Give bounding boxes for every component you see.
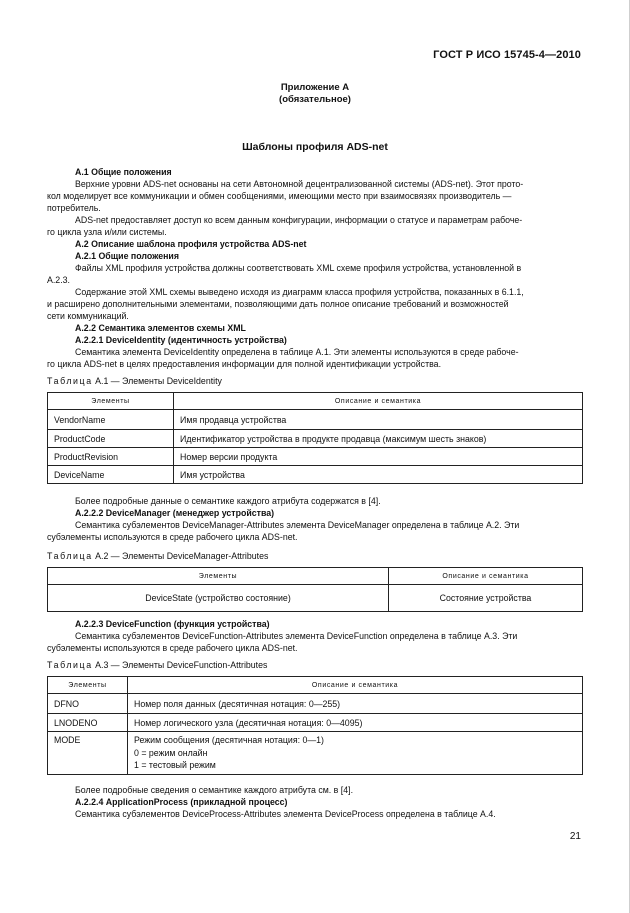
table3-cell-desc: Номер логического узла (десятичная нотация: 0—4095) — [128, 714, 583, 732]
table-row — [48, 694, 583, 714]
table3-cell-name: LNODENO — [48, 714, 128, 732]
table1-header-row — [48, 393, 583, 410]
a1-p2-line2: го цикла узла и/или системы. — [47, 227, 167, 237]
a21-p2-line3: сети коммуникаций. — [47, 311, 129, 321]
a1-heading: А.1 Общие положения — [75, 167, 172, 177]
a222-heading: А.2.2.2 DeviceManager (менеджер устройства) — [75, 508, 275, 518]
table1-cell: ProductRevision — [48, 448, 174, 466]
table2-cell: Состояние устройства — [389, 585, 583, 612]
table2-caption-word: Таблица — [47, 551, 93, 561]
table3-header-description: Описание и семантика — [128, 677, 583, 694]
table3-caption-word: Таблица — [47, 660, 93, 670]
table2-header-row — [48, 568, 583, 585]
a224-p: Семантика субэлементов DeviceProcess-Attributes элемента DeviceProcess определена в таблице А.4. — [75, 809, 496, 819]
a21-heading: А.2.1 Общие положения — [75, 251, 179, 261]
after-table1-note: Более подробные данные о семантике каждого атрибута содержатся в [4]. — [75, 496, 381, 506]
table2-caption-rest: А.2 — Элементы DeviceManager-Attributes — [95, 551, 269, 561]
a1-p1-line3: потребитель. — [47, 203, 101, 213]
a223-p-line2: субэлементы используются в среде рабочего цикла ADS-net. — [47, 643, 298, 653]
table1-caption-rest: А.1 — Элементы DeviceIdentity — [95, 376, 222, 386]
table-row — [48, 466, 583, 484]
table-row — [48, 585, 583, 612]
a221-heading: А.2.2.1 DeviceIdentity (идентичность устройства) — [75, 335, 287, 345]
a223-p-line1: Семантика субэлементов DeviceFunction-Attributes элемента DeviceFunction определена в таблице А.3. Эти — [75, 631, 518, 641]
table3-caption-rest: А.3 — Элементы DeviceFunction-Attributes — [95, 660, 268, 670]
section-title: Шаблоны профиля ADS-net — [242, 141, 388, 153]
table1-caption — [47, 376, 222, 386]
table3-desc-line: 1 = тестовый режим — [134, 760, 216, 770]
a21-p1-line1: Файлы XML профиля устройства должны соответствовать XML схеме профиля устройства, установленной в — [75, 263, 522, 273]
table1-cell: Имя продавца устройства — [174, 410, 583, 430]
table1 — [47, 392, 583, 484]
table3-cell-name: DFNO — [48, 694, 128, 714]
annex-title: Приложение А — [280, 82, 350, 93]
table2-header-elements: Элементы — [48, 568, 389, 585]
table2-cell: DeviceState (устройство состояние) — [48, 585, 389, 612]
table-row — [48, 732, 583, 775]
table3-header-elements: Элементы — [48, 677, 128, 694]
standard-header: ГОСТ Р ИСО 15745-4—2010 — [433, 49, 581, 61]
table2-caption — [47, 551, 268, 561]
table2 — [47, 567, 583, 612]
table-row — [48, 714, 583, 732]
table3 — [47, 676, 583, 775]
a222-p-line1: Семантика субэлементов DeviceManager-Attributes элемента DeviceManager определена в таблице А.2. Эти — [75, 520, 520, 530]
page-number: 21 — [569, 831, 581, 842]
a21-p2-line2: и расширено дополнительными элементами, позволяющими дать полное описание требований и возможностей — [47, 299, 509, 309]
table1-header-elements: Элементы — [48, 393, 174, 410]
a2-heading: А.2 Описание шаблона профиля устройства ADS-net — [75, 239, 307, 249]
a221-p-line2: го цикла ADS-net в целях предоставления информации для полной идентификации устройства. — [47, 359, 442, 369]
a1-p1-line2: кол моделирует все коммуникации и обмен сообщениями, имеющими место при взаимосвязях производитель — — [47, 191, 512, 201]
table1-cell: VendorName — [48, 410, 174, 430]
a223-heading: А.2.2.3 DeviceFunction (функция устройства) — [75, 619, 270, 629]
after-table3-note: Более подробные сведения о семантике каждого атрибута см. в [4]. — [75, 785, 354, 795]
table1-cell: Номер версии продукта — [174, 448, 583, 466]
table3-header-row — [48, 677, 583, 694]
table1-cell: Имя устройства — [174, 466, 583, 484]
a224-heading: А.2.2.4 ApplicationProcess (прикладной процесс) — [75, 797, 288, 807]
table1-header-description: Описание и семантика — [174, 393, 583, 410]
table1-caption-word: Таблица — [47, 376, 93, 386]
a22-heading: А.2.2 Семантика элементов схемы XML — [75, 323, 246, 333]
a221-p-line1: Семантика элемента DeviceIdentity определена в таблице А.1. Эти элементы используются в среде рабоче- — [75, 347, 519, 357]
table1-cell: ProductCode — [48, 430, 174, 448]
a21-p1-line2: А.2.3. — [47, 275, 70, 285]
table3-cell-name: MODE — [48, 732, 128, 775]
table-row — [48, 430, 583, 448]
table-row — [48, 448, 583, 466]
a1-p2-line1: ADS-net предоставляет доступ ко всем данным конфигурации, информации о статусе и параметрам рабоче- — [75, 215, 523, 225]
a1-p1-line1: Верхние уровни ADS-net основаны на сети Автономной децентрализованной системы (ADS-net). Этот прото- — [75, 179, 524, 189]
table1-cell: Идентификатор устройства в продукте продавца (максимум шесть знаков) — [174, 430, 583, 448]
a222-p-line2: субэлементы используются в среде рабочего цикла ADS-net. — [47, 532, 298, 542]
table3-desc-line: 0 = режим онлайн — [134, 747, 208, 758]
table3-cell-desc: Номер поля данных (десятичная нотация: 0—255) — [128, 694, 583, 714]
table3-desc-line: Режим сообщения (десятичная нотация: 0—1) — [134, 735, 324, 745]
a21-p2-line1: Содержание этой XML схемы выведено исходя из диаграмм класса профиля устройства, показанных в 6.1.1, — [75, 287, 524, 297]
table3-caption — [47, 660, 267, 670]
table2-header-description: Описание и семантика — [389, 568, 583, 585]
table-row — [48, 410, 583, 430]
table1-cell: DeviceName — [48, 466, 174, 484]
table3-cell-desc — [128, 732, 583, 775]
annex-status: (обязательное) — [279, 94, 351, 105]
